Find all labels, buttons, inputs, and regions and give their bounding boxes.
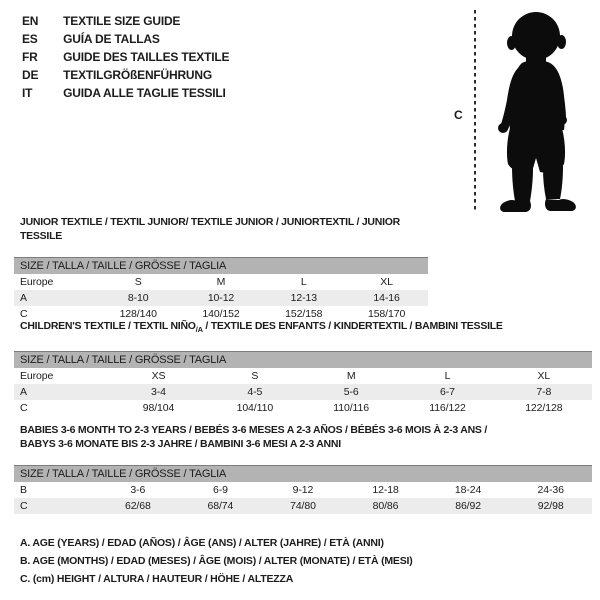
value-cell: 3-6 (130, 484, 146, 496)
value-cell: 12-18 (372, 484, 399, 496)
language-code: IT (22, 86, 33, 100)
table-row (14, 384, 592, 400)
value-cell: L (444, 370, 451, 383)
row-label-cell: Europe (20, 370, 54, 383)
value-cell: 10-12 (180, 290, 263, 306)
row-label-cell: C (20, 402, 28, 415)
footnote-a: A. AGE (YEARS) / EDAD (AÑOS) / ÂGE (ANS) / ALTER (JAHRE) / ETÀ (ANNI) (20, 537, 384, 549)
table-row (14, 290, 428, 306)
language-row (22, 12, 229, 30)
section-title-text: CHILDREN'S TEXTILE / TEXTIL NIÑO (20, 320, 196, 332)
value-cell: L (300, 276, 307, 288)
section-title-text: BABYS 3-6 MONATE BIS 2-3 JAHRE / BAMBINI 3-6 MESI A 2-3 ANNI (20, 438, 341, 450)
language-label: GUÍA DE TALLAS (63, 32, 160, 46)
value-cell: 158/170 (367, 308, 406, 320)
value-cell: 8-10 (97, 290, 180, 306)
footnotes (20, 534, 413, 588)
footnote-c: C. (cm) HEIGHT / ALTURA / HAUTEUR / HÖHE / ALTEZZA (20, 573, 294, 585)
value-cell: 140/152 (202, 308, 240, 320)
value-cell: 6-7 (399, 384, 495, 400)
table-header-cell: SIZE / TALLA / TAILLE / GRÖSSE / TAGLIA (14, 352, 592, 369)
table-header-row (14, 466, 592, 483)
table-header-cell: SIZE / TALLA / TAILLE / GRÖSSE / TAGLIA (14, 258, 428, 275)
value-cell: 80/86 (344, 498, 427, 514)
value-cell: 62/68 (97, 498, 180, 514)
value-cell: 92/98 (509, 498, 592, 514)
value-cell: 7-8 (496, 384, 592, 400)
section-childrens-textile (14, 319, 592, 416)
section-junior-textile (14, 215, 428, 322)
language-row (22, 48, 229, 66)
babies-size-table (14, 465, 592, 514)
value-cell: M (216, 276, 226, 288)
section-title-text: JUNIOR TEXTILE / TEXTIL JUNIOR/ TEXTILE JUNIOR / JUNIORTEXTIL / JUNIOR TESSILE (20, 216, 400, 242)
language-code: FR (22, 50, 38, 64)
table-row (14, 482, 592, 498)
row-label-cell: A (14, 384, 110, 400)
value-cell: 122/128 (525, 402, 563, 415)
section-title (20, 215, 428, 243)
value-cell: 152/158 (285, 308, 323, 320)
language-label: TEXTILE SIZE GUIDE (63, 14, 181, 28)
table-row (14, 498, 592, 514)
value-cell: 3-4 (110, 384, 206, 400)
language-code: DE (22, 68, 39, 82)
section-title-text: / TEXTILE DES ENFANTS / KINDERTEXTIL / BAMBINI TESSILE (202, 320, 503, 332)
table-row (14, 274, 428, 290)
language-row (22, 66, 229, 84)
value-cell: 98/104 (142, 402, 175, 415)
value-cell: 110/116 (333, 402, 369, 415)
language-code: EN (22, 14, 39, 28)
height-measure-dotted-line (474, 10, 476, 212)
row-label-cell: B (20, 484, 27, 496)
language-row (22, 30, 229, 48)
value-cell: XL (537, 370, 551, 383)
baby-silhouette-icon (482, 8, 594, 220)
value-cell: M (346, 370, 356, 383)
section-title-text: /A (195, 325, 203, 335)
value-cell: 4-5 (207, 384, 303, 400)
table-row (14, 400, 592, 416)
value-cell: XL (380, 276, 393, 288)
value-cell: 14-16 (345, 290, 428, 306)
value-cell: S (134, 276, 142, 288)
language-row (22, 84, 229, 102)
section-title (20, 319, 592, 337)
value-cell: S (251, 370, 259, 383)
table-header-row (14, 352, 592, 369)
language-code: ES (22, 32, 38, 46)
row-label-cell: A (14, 290, 97, 306)
footnote-b: B. AGE (MONTHS) / EDAD (MESES) / ÂGE (MOIS) / ALTER (MONATE) / ETÀ (MESI) (20, 555, 413, 567)
language-label: GUIDA ALLE TAGLIE TESSILI (63, 86, 226, 100)
value-cell: 104/110 (236, 402, 274, 415)
value-cell: 128/140 (119, 308, 157, 320)
junior-size-table (14, 257, 428, 322)
section-title-text: BABIES 3-6 MONTH TO 2-3 YEARS / BEBÉS 3-6 MESES A 2-3 AÑOS / BÉBÉS 3-6 MOIS À 2-3 ANS / (20, 424, 488, 436)
table-header-row (14, 258, 428, 275)
value-cell: 9-12 (292, 484, 314, 496)
value-cell: 74/80 (262, 498, 345, 514)
language-label: GUIDE DES TAILLES TEXTILE (63, 50, 230, 64)
language-list (22, 12, 229, 102)
value-cell: 12-13 (262, 290, 345, 306)
language-label: TEXTILGRÖßENFÜHRUNG (63, 68, 213, 82)
value-cell: XS (151, 370, 166, 383)
row-label-cell: C (14, 498, 97, 514)
children-size-table (14, 351, 592, 416)
section-babies-textile (14, 423, 592, 514)
baby-figure (452, 8, 597, 220)
value-cell: 5-6 (303, 384, 399, 400)
table-header-cell: SIZE / TALLA / TAILLE / GRÖSSE / TAGLIA (14, 466, 592, 483)
row-label-cell: C (20, 308, 28, 320)
table-row (14, 368, 592, 384)
value-cell: 6-9 (212, 484, 228, 496)
value-cell: 18-24 (454, 484, 482, 496)
value-cell: 86/92 (427, 498, 510, 514)
height-measure-label: C (454, 108, 463, 122)
row-label-cell: Europe (20, 276, 54, 288)
section-title (20, 423, 592, 451)
value-cell: 68/74 (179, 498, 262, 514)
value-cell: 24-36 (537, 484, 564, 496)
value-cell: 116/122 (429, 402, 466, 415)
